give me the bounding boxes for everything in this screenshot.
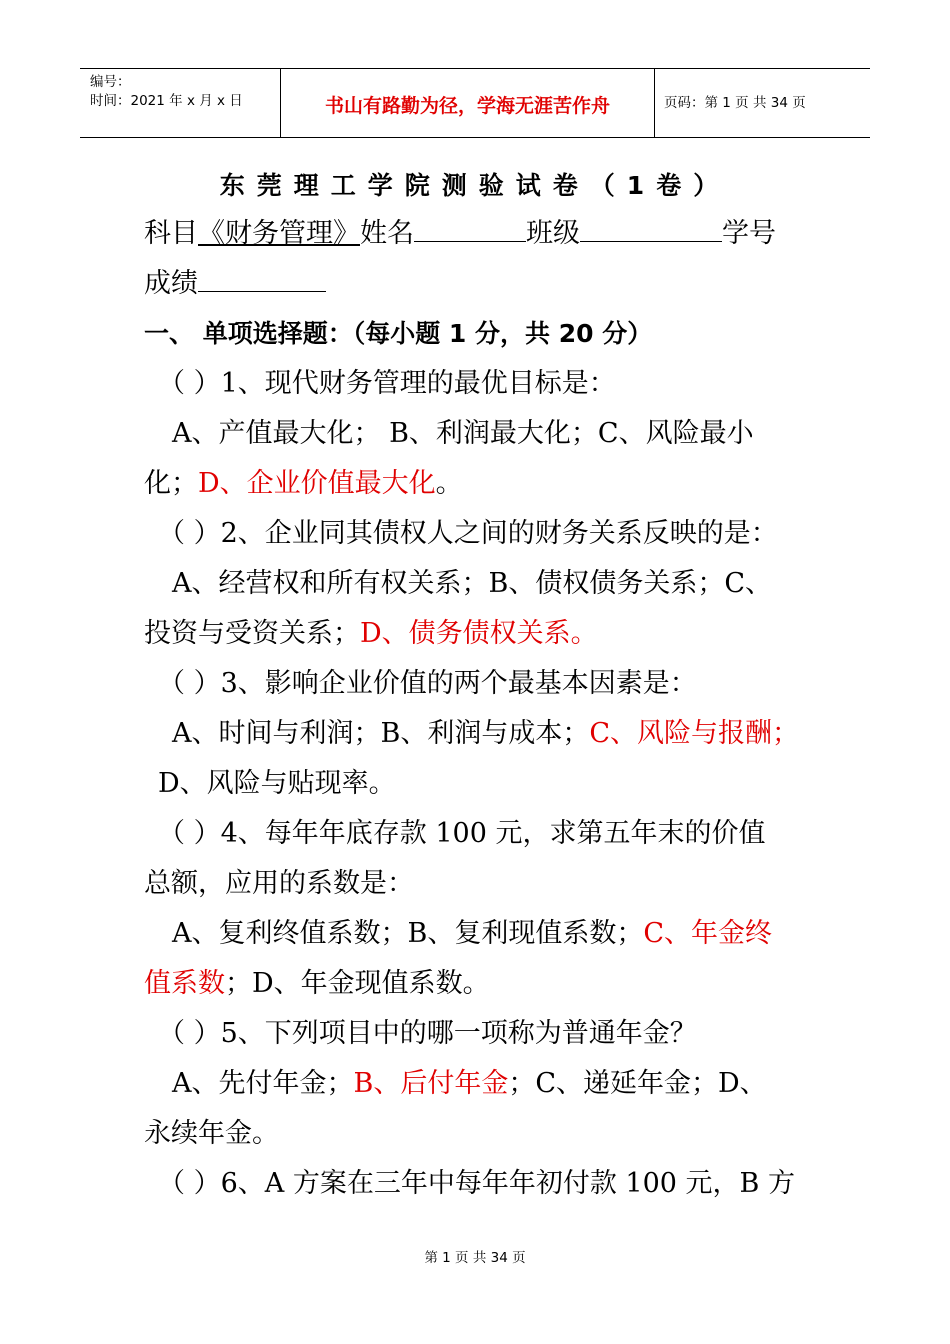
text: 化； (144, 468, 198, 499)
answer-highlight: 值系数 (144, 968, 225, 999)
text: 。 (435, 468, 463, 499)
header-table (80, 68, 870, 138)
subject-value: 《财务管理》 (198, 218, 360, 249)
question-5-options-line1 (172, 1066, 767, 1102)
class-blank[interactable] (580, 217, 722, 242)
header-meta-cell (80, 69, 280, 137)
answer-highlight: D、债务债权关系。 (360, 618, 598, 649)
question-5-stem: （ ）5、下列项目中的哪一项称为普通年金？ (158, 1018, 697, 1049)
subject-label: 科目 (144, 218, 198, 249)
number-label: 编号： (90, 74, 131, 90)
text: 投资与受资关系； (144, 618, 360, 649)
score-line (144, 266, 326, 302)
header-page-cell (654, 69, 870, 137)
id-label: 学号 (722, 218, 776, 249)
answer-highlight: C、风险与报酬； (589, 718, 800, 749)
question-3-stem: （ ）3、影响企业价值的两个最基本因素是： (158, 668, 697, 699)
answer-highlight: C、年金终 (643, 918, 773, 949)
question-6-stem: （ ）6、A 方案在三年中每年年初付款 100 元，B 方 (158, 1168, 795, 1199)
page-footer: 第 1 页 共 34 页 (424, 1250, 526, 1266)
question-2-options-line2 (144, 616, 598, 652)
time-label: 时间：2021 年 x 月 x 日 (90, 93, 243, 109)
text: A、先付年金； (172, 1068, 354, 1099)
question-4-stem-line2: 总额，应用的系数是： (144, 868, 414, 899)
answer-highlight: B、后付年金 (353, 1068, 509, 1099)
class-label: 班级 (526, 218, 580, 249)
score-label: 成绩 (144, 268, 198, 299)
question-2-stem: （ ）2、企业同其债权人之间的财务关系反映的是： (158, 518, 778, 549)
question-4-options-line2 (144, 966, 490, 1002)
header-motto-cell (280, 69, 655, 137)
info-line (144, 216, 776, 252)
question-3-options-line1 (172, 716, 799, 752)
score-blank[interactable] (198, 267, 326, 292)
text: A、复利终值系数；B、复利现值系数； (172, 918, 644, 949)
question-4-stem: （ ）4、每年年底存款 100 元，求第五年末的价值 (158, 818, 766, 849)
text: A、时间与利润；B、利润与成本； (172, 718, 590, 749)
exam-title: 东莞理工学院测验试卷（1卷） (219, 171, 731, 200)
name-blank[interactable] (414, 217, 526, 242)
question-1-stem: （ ）1、现代财务管理的最优目标是： (158, 368, 616, 399)
answer-highlight: D、企业价值最大化 (198, 468, 436, 499)
question-3-options-line2: D、风险与贴现率。 (158, 768, 396, 799)
question-1-options-line2 (144, 466, 463, 502)
text: ；C、递延年金；D、 (508, 1068, 767, 1099)
page-info: 页码：第 1 页 共 34 页 (664, 95, 806, 111)
text: ；D、年金现值系数。 (225, 968, 490, 999)
question-5-options-line2: 永续年金。 (144, 1118, 279, 1149)
question-2-options-line1: A、经营权和所有权关系；B、债权债务关系；C、 (172, 568, 772, 599)
name-label: 姓名 (360, 218, 414, 249)
section-heading: 一、 单项选择题：（每小题 1 分，共 20 分） (144, 319, 653, 348)
question-4-options-line1 (172, 916, 772, 952)
question-1-options-line1: A、产值最大化； B、利润最大化；C、风险最小 (172, 418, 754, 449)
motto-text: 书山有路勤为径，学海无涯苦作舟 (324, 95, 610, 117)
